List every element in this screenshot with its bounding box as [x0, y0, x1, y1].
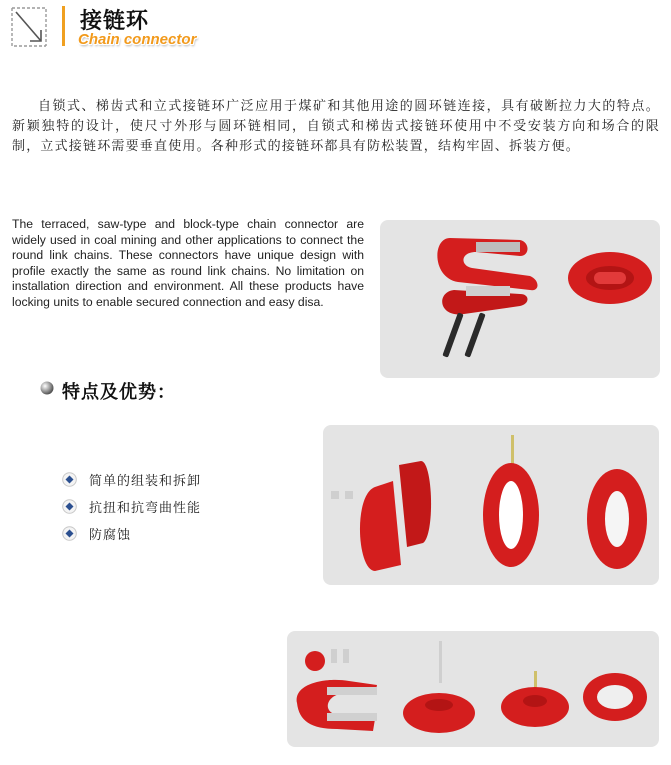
header-divider: [62, 6, 65, 46]
feature-label: 抗扭和抗弯曲性能: [89, 501, 202, 516]
diamond-bullet-icon: [62, 472, 77, 487]
intro-paragraph-en: The terraced, saw-type and block-type chain connector are widely used in coal mining and other applications to connect the round link chains. These connectors have unique design with profile exactly the same as round link chains. No limitation on installation direction and environment. All these products have locking units to enable secured connection and easy disa.: [12, 217, 364, 309]
features-title: 特点及优势：: [62, 382, 176, 403]
corner-arrow-icon: [10, 4, 48, 48]
list-item: [62, 493, 201, 520]
page-subtitle: Chain connector: [78, 31, 197, 48]
intro-paragraph-cn: 自锁式、梯齿式和立式接链环广泛应用于煤矿和其他用途的圆环链连接，具有破断拉力大的特点。新颖独特的设计，使尺寸外形与圆环链相同，自锁式和梯齿式接链环使用中不受安装方向和场合的限制，立式接链环需要垂直使用。各种形式的接链环都具有防松装置，结构牢固、拆装方便。: [12, 99, 660, 154]
sphere-bullet-icon: [40, 381, 54, 395]
page-title: 接链环: [80, 9, 150, 34]
feature-label: 防腐蚀: [89, 528, 132, 543]
list-item: [62, 520, 201, 547]
list-item: [62, 466, 201, 493]
diamond-bullet-icon: [62, 526, 77, 541]
diamond-bullet-icon: [62, 499, 77, 514]
saw-type-connector-photo: [287, 631, 659, 747]
block-type-connector-photo: [323, 425, 659, 585]
feature-label: 简单的组装和拆卸: [89, 474, 202, 489]
features-list: [62, 466, 201, 547]
terraced-connector-photo: [380, 220, 660, 378]
